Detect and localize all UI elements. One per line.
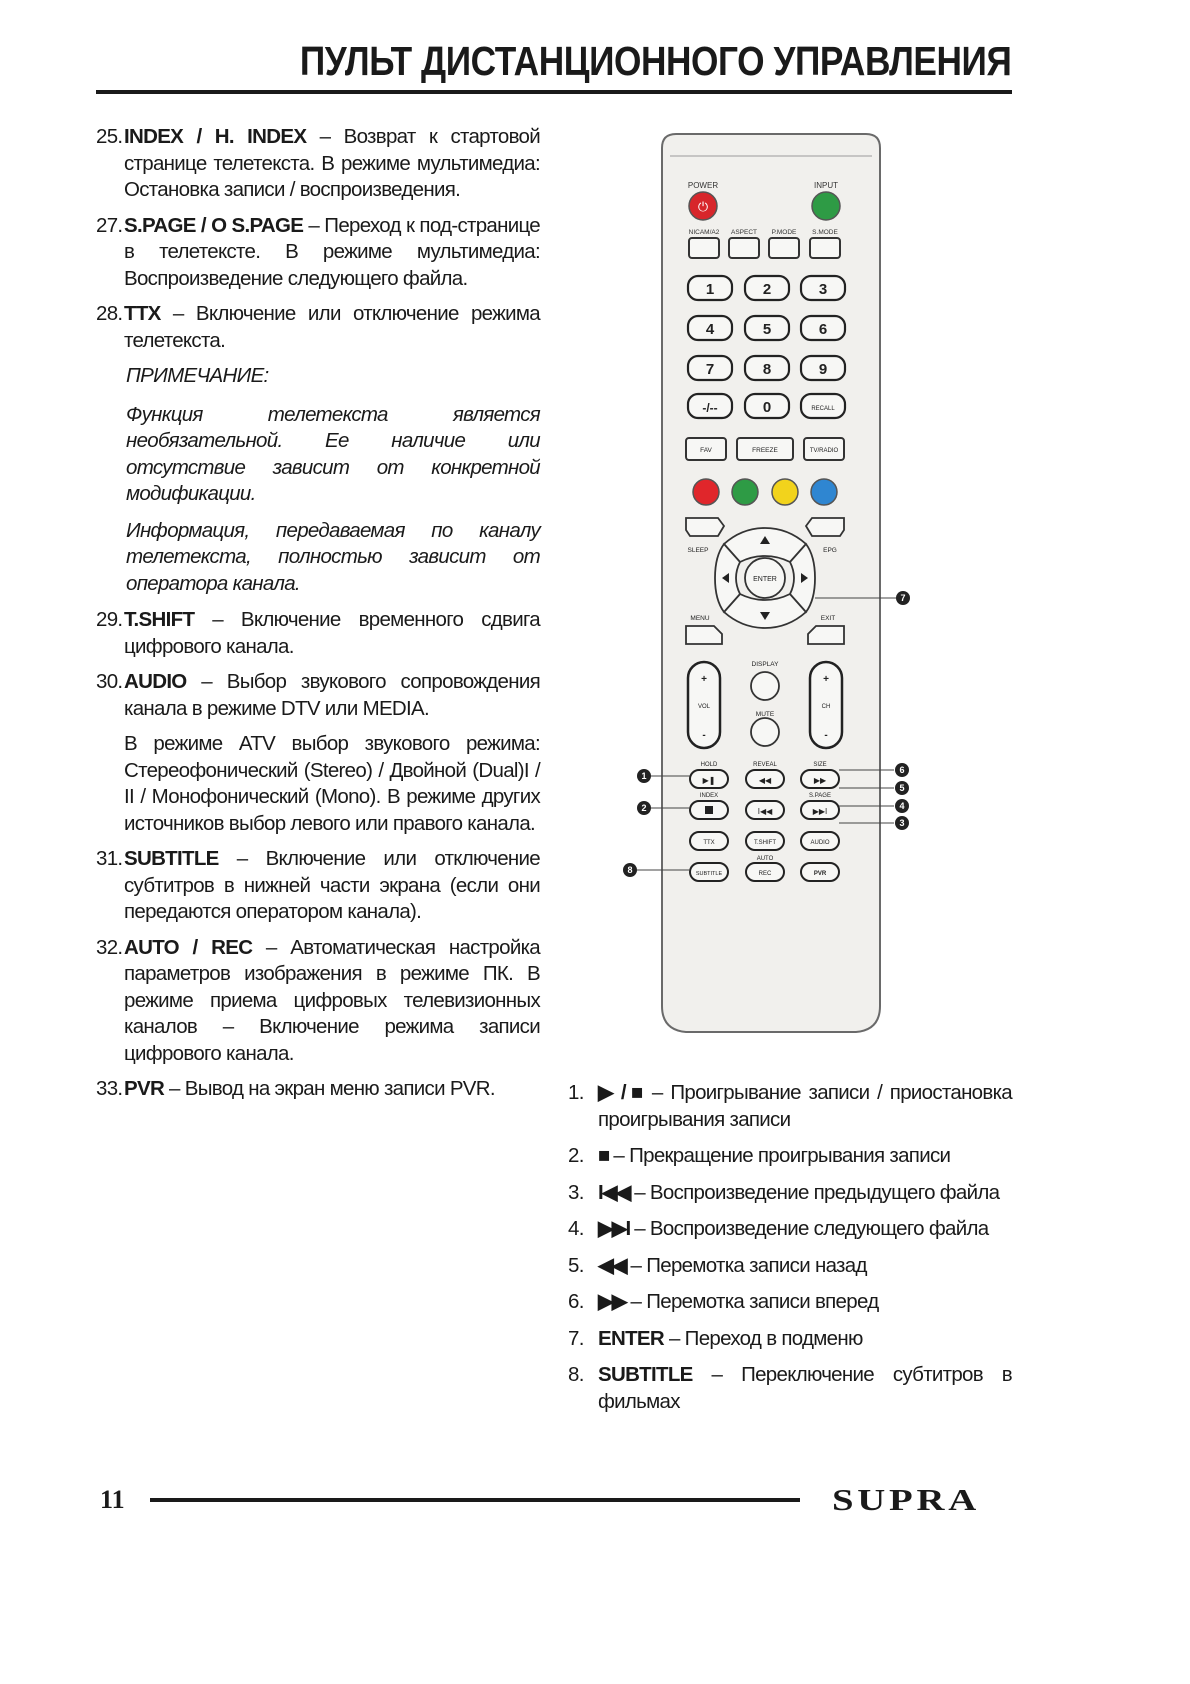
legend-item [568, 1216, 1012, 1243]
digit-9-label: 9 [818, 361, 828, 378]
stop-icon [705, 806, 713, 814]
aspect-label: ASPECT [730, 229, 758, 236]
note-paragraph: Функция телетекста является необязательной. Ее наличие или отсутствие зависит от конкретной модификации. [126, 402, 540, 505]
item-text: – Переход к под-странице в телетексте. В режиме мультимедиа: Воспроизведение следующего файла. [124, 213, 540, 290]
item-text: – Включение или отключение субтитров в нижней части экрана (если они передаются оператором канала). [124, 847, 540, 923]
rec-label: REC [758, 871, 772, 877]
item-number: 33. [96, 1077, 123, 1100]
legend-text: – Перемотка записи назад [625, 1253, 867, 1277]
sleep-button[interactable] [686, 518, 724, 536]
audio-extra-paragraph: В режиме ATV выбор звукового режима: Стереофонический (Stereo) / Двойной (Dual)I / II / Монофонический (Mono). В режиме других источников выбор левого или правого канала. [124, 732, 540, 835]
rewind-icon: ◀◀ [758, 776, 772, 785]
prev-icon: I◀◀ [757, 807, 773, 816]
item-number: 28. [96, 302, 123, 325]
ch-minus-label: - [824, 730, 828, 741]
item-key: S.PAGE / O S.PAGE [124, 213, 304, 237]
pmode-button[interactable] [769, 238, 799, 258]
smode-label: S.MODE [812, 229, 838, 236]
legend-item [568, 1143, 1012, 1170]
page-title: ПУЛЬТ ДИСТАНЦИОННОГО УПРАВЛЕНИЯ [299, 38, 1011, 84]
remote-svg [618, 126, 924, 1042]
legend-text: – Перемотка записи вперед [625, 1290, 879, 1313]
legend-item [568, 1080, 1012, 1133]
dash-label: -/-- [702, 401, 718, 415]
legend-number: 2. [568, 1144, 584, 1167]
item-number: 31. [96, 847, 123, 870]
hold-label: HOLD [700, 762, 718, 768]
input-label: INPUT [814, 181, 838, 190]
callout-6-label: 6 [899, 765, 905, 775]
ch-label: CH [821, 704, 831, 710]
legend-symbol: ▶▶I [598, 1217, 630, 1240]
tshift-label: T.SHIFT [754, 840, 776, 846]
list-item [96, 935, 540, 1068]
freeze-label: FREEZE [752, 447, 778, 454]
yellow-button[interactable] [772, 479, 798, 505]
item-key: AUTO / REC [124, 935, 253, 959]
audio-label: AUDIO [810, 840, 830, 846]
legend-symbol: ■ [598, 1144, 609, 1167]
next-icon: ▶▶I [812, 807, 828, 816]
legend-text: – Проигрывание записи / приостановка проигрывания записи [598, 1081, 1012, 1131]
digit-8-label: 8 [762, 361, 772, 378]
footer-rule [150, 1498, 800, 1502]
callout-7-label: 7 [900, 593, 906, 603]
callout-8-label: 8 [627, 865, 633, 875]
auto-label: AUTO [756, 856, 774, 862]
digit-3-label: 3 [818, 281, 828, 298]
menu-label: MENU [690, 615, 710, 622]
subtitle-label: SUBTITLE [695, 871, 723, 877]
mute-label: MUTE [755, 711, 775, 718]
legend-number: 6. [568, 1290, 584, 1313]
vol-minus-label: - [702, 730, 706, 741]
item-text: – Выбор звукового сопровождения канала в режиме DTV или MEDIA. [124, 670, 540, 720]
digit-6-label: 6 [818, 321, 828, 338]
legend-text: – Переход в подменю [663, 1326, 863, 1350]
legend-item [568, 1362, 1012, 1415]
legend-symbol: ▶ / ■ [598, 1081, 645, 1104]
callout-4-label: 4 [899, 801, 905, 811]
aspect-button[interactable] [729, 238, 759, 258]
epg-label: EPG [823, 547, 837, 554]
legend-number: 5. [568, 1253, 584, 1277]
item-key: INDEX / H. INDEX [124, 125, 307, 148]
list-item [96, 301, 540, 354]
vol-plus-label: + [701, 674, 707, 685]
left-column [96, 124, 540, 1112]
size-label: SIZE [813, 762, 827, 768]
fav-label: FAV [700, 447, 712, 454]
legend-key: SUBTITLE [598, 1363, 693, 1386]
smode-button[interactable] [810, 238, 840, 258]
list-item [96, 669, 540, 722]
red-button[interactable] [693, 479, 719, 505]
legend-text: – Переключение субтитров в фильмах [598, 1363, 1012, 1413]
power-icon: ⏻ [697, 199, 709, 214]
note-paragraph: Информация, передаваемая по каналу телетекста, полностью зависит от оператора канала. [126, 518, 540, 595]
legend-number: 4. [568, 1217, 584, 1240]
fast-forward-icon: ▶▶ [813, 776, 827, 785]
sleep-label: SLEEP [687, 547, 709, 554]
item-text: – Включение или отключение режима телетекста. [124, 302, 540, 352]
power-label: POWER [687, 181, 719, 190]
page-number: 11 [100, 1485, 125, 1514]
digit-4-label: 4 [705, 321, 715, 338]
legend-number: 7. [568, 1326, 584, 1350]
digit-5-label: 5 [762, 321, 772, 338]
list-item [96, 1076, 540, 1103]
vol-label: VOL [697, 704, 711, 710]
callout-3-label: 3 [899, 818, 905, 828]
legend-number: 3. [568, 1180, 584, 1204]
digit-2-label: 2 [762, 281, 772, 298]
list-item [96, 607, 540, 660]
legend-key: ENTER [598, 1326, 664, 1350]
legend-symbol: ▶▶ [598, 1290, 626, 1313]
menu-button[interactable] [686, 626, 722, 644]
item-text: – Вывод на экран меню записи PVR. [164, 1077, 495, 1100]
recall-label: RECALL [811, 406, 835, 412]
mute-button[interactable] [751, 718, 779, 746]
list-item [96, 213, 540, 293]
title-rule [96, 90, 1012, 94]
display-button[interactable] [751, 672, 779, 700]
item-number: 25. [96, 125, 123, 148]
play-pause-icon: ▶❚ [702, 776, 716, 785]
item-number: 29. [96, 608, 123, 631]
ttx-label: TTX [703, 840, 715, 846]
legend-item [568, 1253, 1012, 1280]
input-button[interactable] [812, 192, 840, 220]
legend-number: 1. [568, 1081, 584, 1104]
nicam-label: NICAM/A2 [688, 229, 720, 236]
note-heading: ПРИМЕЧАНИЕ: [126, 364, 269, 387]
callout-1-label: 1 [641, 771, 647, 781]
blue-button[interactable] [811, 479, 837, 505]
legend-text: – Воспроизведение следующего файла [629, 1217, 989, 1240]
display-label: DISPLAY [751, 661, 779, 668]
tvradio-label: TV/RADIO [809, 448, 839, 454]
digit-7-label: 7 [705, 361, 715, 378]
legend-symbol: ◀◀ [598, 1253, 626, 1277]
nicam-button[interactable] [689, 238, 719, 258]
list-item [96, 846, 540, 926]
item-number: 27. [96, 213, 123, 237]
epg-button[interactable] [806, 518, 844, 536]
remote-illustration [618, 126, 924, 1042]
legend-text: – Прекращение проигрывания записи [608, 1144, 951, 1167]
legend-text: – Воспроизведение предыдущего файла [629, 1180, 1000, 1204]
item-text: – Включение временного сдвига цифрового канала. [124, 608, 540, 658]
legend-number: 8. [568, 1363, 584, 1386]
callout-2-label: 2 [641, 803, 647, 813]
item-key: T.SHIFT [124, 608, 195, 631]
list-item [96, 124, 540, 204]
digit-0-label: 0 [762, 399, 772, 416]
green-button[interactable] [732, 479, 758, 505]
digit-1-label: 1 [705, 281, 715, 298]
callout-5-label: 5 [899, 783, 905, 793]
brand-logo: SUPRA [832, 1482, 980, 1517]
legend-list [568, 1080, 1012, 1425]
legend-item [568, 1180, 1012, 1207]
pvr-label: PVR [813, 871, 827, 877]
reveal-label: REVEAL [753, 762, 777, 768]
pmode-label: P.MODE [771, 229, 797, 236]
spage-label: S.PAGE [809, 793, 831, 799]
index-label: INDEX [699, 793, 719, 799]
legend-item [568, 1326, 1012, 1353]
item-key: PVR [124, 1077, 165, 1100]
exit-button[interactable] [808, 626, 844, 644]
item-key: TTX [124, 302, 161, 325]
enter-label: ENTER [753, 576, 777, 583]
item-key: SUBTITLE [124, 847, 219, 870]
item-text: – Возврат к стартовой странице телетекста. В режиме мультимедиа: Остановка записи / воспроизведения. [124, 125, 540, 201]
legend-symbol: I◀◀ [598, 1180, 630, 1204]
ch-plus-label: + [823, 674, 829, 685]
item-key: AUDIO [124, 670, 187, 693]
item-number: 32. [96, 935, 123, 959]
legend-item [568, 1289, 1012, 1316]
item-number: 30. [96, 670, 123, 693]
exit-label: EXIT [820, 615, 836, 622]
item-text: – Автоматическая настройка параметров изображения в режиме ПК. В режиме приема цифровых телевизионных каналов – Включение режима записи цифрового канала. [124, 935, 540, 1065]
